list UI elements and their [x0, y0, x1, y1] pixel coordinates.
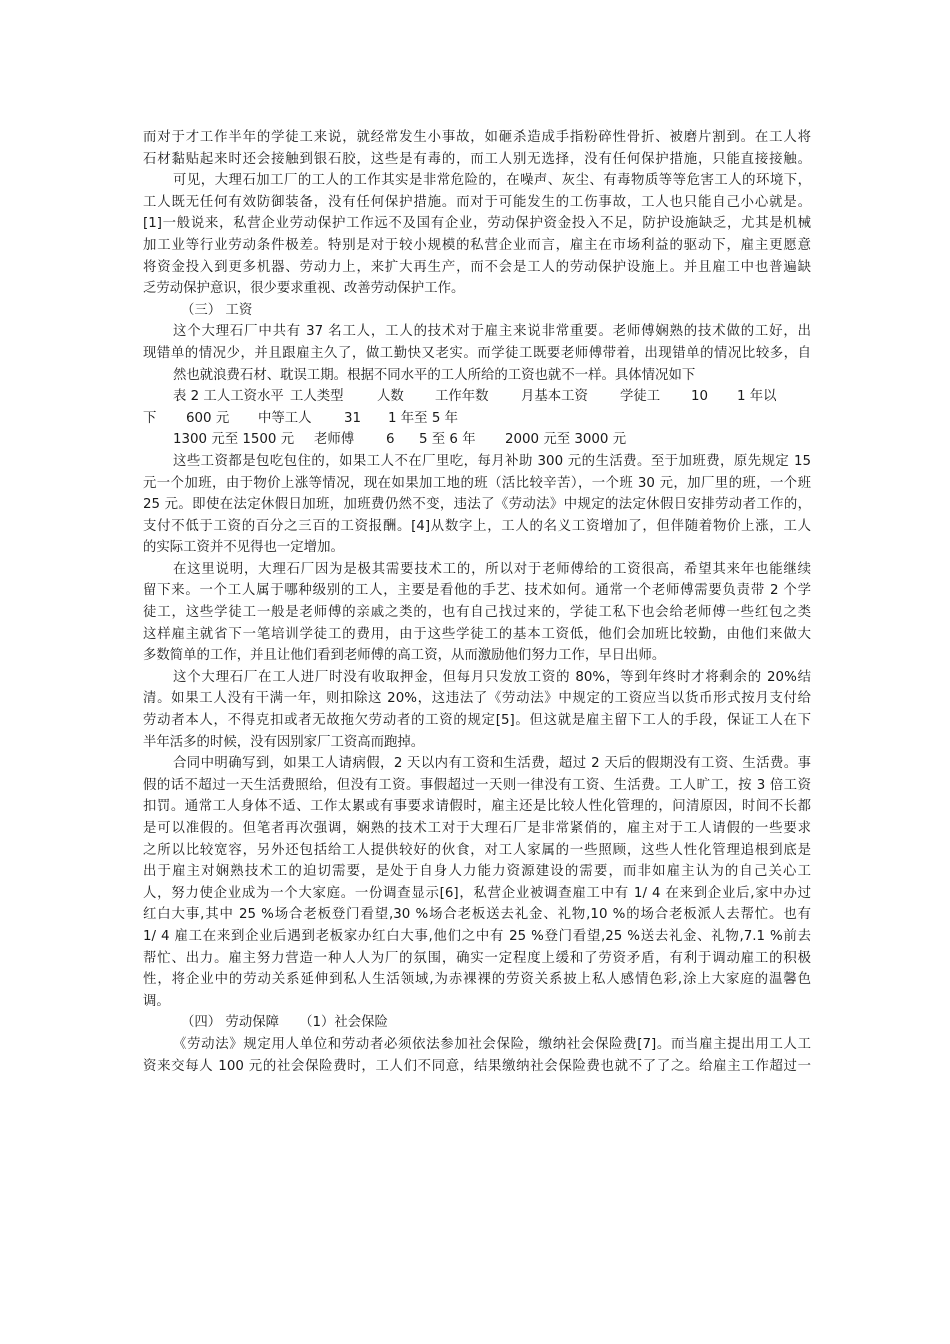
table-cell: 工人类型: [290, 389, 344, 405]
text-line: 调。: [143, 993, 170, 1009]
section-heading: （四） 劳动保障 （1）社会保险: [181, 1015, 388, 1031]
table-cell: 人数: [377, 389, 404, 405]
table-cell: 工作年数: [435, 389, 489, 405]
text-line: 然也就浪费石材、耽误工期。根据不同水平的工人所给的工资也就不一样。具体情况如下: [173, 367, 696, 383]
text-line: 可见，大理石加工厂的工人的工作其实是非常危险的，在噪声、灰尘、有毒物质等等危害工人的环境下，: [173, 173, 811, 189]
table-caption: 表 2 工人工资水平: [173, 389, 284, 405]
text-line: 劳动者本人，不得克扣或者无故拖欠劳动者的工资的规定[5]。但这就是雇主留下工人的手段，保证工人在下: [143, 713, 811, 729]
table-cell: 1 年以: [737, 389, 777, 405]
text-line: 半年活多的时候，没有因别家厂工资高而跑掉。: [143, 734, 425, 750]
table-cell: 中等工人: [258, 410, 312, 426]
table-cell: 月基本工资: [521, 389, 588, 405]
text-line: 帮忙、出力。雇主努力营造一种人人为厂的氛围，确实一定程度上缓和了劳资矛盾，有利于调动雇工的积极: [143, 950, 811, 966]
text-line: 乏劳动保护意识，很少要求重视、改善劳动保护工作。: [143, 281, 465, 297]
text-block-2: [143, 451, 811, 1077]
table-row-2: [143, 408, 811, 430]
text-line: 工人既无任何有效防御装备，没有任何保护措施。而对于可能发生的工伤事故，工人也只能自己小心就是。: [143, 194, 811, 210]
text-line: 而对于才工作半年的学徒工来说，就经常发生小事故，如砸杀造成手指粉碎性骨折、被磨片割到。在工人将: [143, 130, 811, 145]
table-row-3: [143, 429, 811, 451]
table-cell: 31: [344, 410, 362, 426]
text-line: 1/ 4 雇工在来到企业后遇到老板家办红白大事,他们之中有 25 %登门看望,25 %送去礼金、礼物,7.1 %前去: [143, 928, 811, 944]
text-line: 红白大事,其中 25 %场合老板登门看望,30 %场合老板送去礼金、礼物,10 %的场合老板派人去帮忙。也有: [143, 907, 811, 923]
text-line: 徒工，这些学徒工一般是老师傅的亲戚之类的，也有自己找过来的，学徒工私下也会给老师傅一些红包之类: [143, 605, 811, 621]
table-cell: 1300 元至 1500 元: [173, 432, 295, 448]
text-line: 石材黏贴起来时还会接触到银石胶，这些是有毒的，而工人别无选择，没有任何保护措施，只能直接接触。: [143, 151, 811, 167]
text-line: 元一个加班，由于物价上涨等情况，现在如果加工地的班（活比较辛苦），一个班 30 元，加厂里的班，一个班: [143, 475, 811, 491]
text-line: [1]一般说来，私营企业劳动保护工作远不及国有企业，劳动保护资金投入不足，防护设施缺乏，尤其是机械: [143, 216, 811, 232]
text-line: 是可以准假的。但笔者再次强调，娴熟的技术工对于大理石厂是非常紧俏的，雇主对于工人请假的一些要求: [143, 821, 811, 836]
table-cell: 2000 元至 3000 元: [505, 432, 627, 448]
text-line: 这些工资都是包吃包住的，如果工人不在厂里吃，每月补助 300 元的生活费。至于加班费，原先规定 15: [173, 453, 811, 469]
table-cell: 6: [386, 432, 395, 448]
table-cell: 1 年至 5 年: [388, 410, 458, 426]
text-line: 多数简单的工作，并且让他们看到老师傅的高工资，从而激励他们努力工作，早日出师。: [143, 648, 666, 664]
text-line: 支付不低于工资的百分之三百的工资报酬。[4]从数字上，工人的名义工资增加了，但伴随着物价上涨，工人: [143, 518, 811, 534]
text-line: 在这里说明，大理石厂因为是极其需要技术工的，所以对于老师傅给的工资很高，希望其来年也能继续: [173, 561, 811, 577]
text-line: 资来交每人 100 元的社会保险费时，工人们不同意，结果缴纳社会保险费也就不了了之。给雇主工作超过一: [143, 1058, 811, 1074]
text-line: 的实际工资并不见得也一定增加。: [143, 540, 344, 556]
table-cell: 学徒工: [620, 389, 661, 405]
text-line: 这样雇主就省下一笔培训学徒工的费用，由于这些学徒工的基本工资低，他们会加班比较勤，由他们来做大: [143, 626, 811, 642]
section-heading: （三） 工资: [181, 302, 253, 318]
document-page: [143, 127, 811, 1077]
text-line: 假的话不超过一天生活费照给，但没有工资。事假超过一天则一律没有工资、生活费。工人旷工，按 3 倍工资: [143, 777, 811, 793]
text-line: 出于雇主对娴熟技术工的迫切需要，是处于自身人力能力资源建设的需要，而非如雇主认为的自己关心工: [143, 864, 811, 880]
text-line: 将资金投入到更多机器、劳动力上，来扩大再生产，而不会是工人的劳动保护设施上。并且雇工中也普遍缺: [143, 259, 811, 275]
table-cell: 5 至 6 年: [419, 432, 476, 448]
text-line: 《劳动法》规定用人单位和劳动者必须依法参加社会保险，缴纳社会保险费[7]。而当雇主提出用工人工: [173, 1036, 811, 1052]
text-line: 清。如果工人没有干满一年，则扣除这 20%，这违法了《劳动法》中规定的工资应当以货币形式按月支付给: [143, 691, 811, 707]
text-line: 这个大理石厂在工人进厂时没有收取押金，但每月只发放工资的 80%，等到年终时才将剩余的 20%结: [173, 669, 811, 685]
table-cell: 下: [143, 410, 157, 426]
text-line: 留下来。一个工人属于哪种级别的工人，主要是看他的手艺、技术如何。通常一个老师傅需要负责带 2 个学: [143, 583, 811, 599]
text-line: 加工业等行业劳动条件极差。特别是对于较小规模的私营企业而言，雇主在市场利益的驱动下，雇主更愿意: [143, 237, 811, 253]
text-line: 现错单的情况少，并且跟雇主久了，做工勤快又老实。而学徒工既要老师傅带着，出现错单的情况比较多，自: [143, 345, 811, 361]
table-cell: 600 元: [186, 410, 230, 426]
text-line: 性，将企业中的劳动关系延伸到私人生活领域,为赤裸裸的劳资关系披上私人感情色彩,涂上大家庭的温馨色: [143, 972, 811, 988]
text-line: 扣罚。通常工人身体不适、工作太累或有事要求请假时，雇主还是比较人性化管理的，问清原因，时间不长都: [143, 799, 811, 815]
text-line: 这个大理石厂中共有 37 名工人，工人的技术对于雇主来说非常重要。老师傅娴熟的技术做的工好，出: [173, 324, 811, 340]
text-line: 人，努力使企业成为一个大家庭。一份调查显示[6]，私营企业被调查雇工中有 1/ 4 在来到企业后,家中办过: [143, 885, 811, 901]
table-row-1: [143, 386, 811, 408]
table-cell: 老师傅: [314, 432, 355, 448]
text-block-1: [143, 127, 811, 386]
table-cell: 10: [691, 389, 709, 405]
text-line: 之所以比较宽容，另外还包括给工人提供较好的伙食，对工人家属的一些照顾，这些人性化管理追根到底是: [143, 842, 811, 858]
text-line: 25 元。即使在法定休假日加班，加班费仍然不变，违法了《劳动法》中规定的法定休假日安排劳动者工作的，: [143, 497, 811, 513]
text-line: 合同中明确写到，如果工人请病假，2 天以内有工资和生活费，超过 2 天后的假期没有工资、生活费。事: [173, 756, 811, 772]
